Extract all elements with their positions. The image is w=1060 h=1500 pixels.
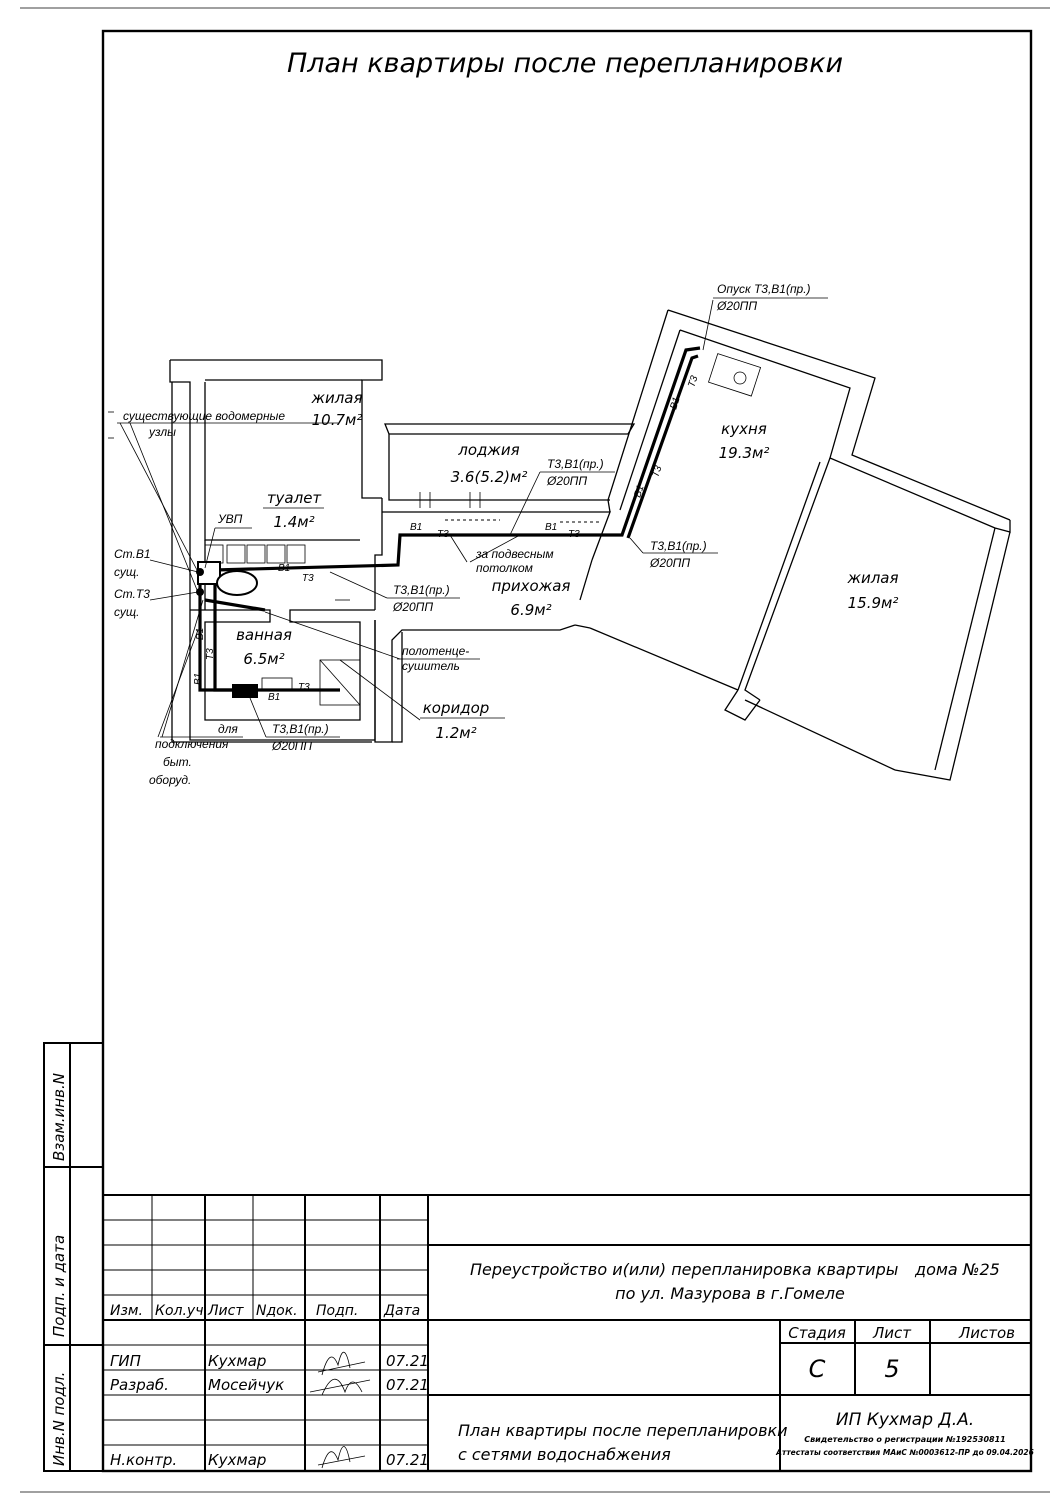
row-name: Кухмар <box>208 1451 267 1469</box>
row-name: Мосейчук <box>208 1376 285 1394</box>
annotation-meters-2: узлы <box>149 425 176 439</box>
pipe-tag-b1: В1 <box>193 672 204 685</box>
sheet-header: Лист <box>872 1324 912 1342</box>
room-area: 6.5м² <box>243 650 285 668</box>
pipe-tag-b1: В1 <box>632 483 647 499</box>
annotation-bath-pipe-dia: Ø20ПП <box>272 739 313 753</box>
pipe-tag-b1: В1 <box>545 522 558 533</box>
header-date: Дата <box>384 1303 421 1319</box>
annotation-ceiling: за подвесным <box>476 547 554 561</box>
row-role: ГИП <box>110 1352 141 1370</box>
header-podp: Подп. <box>316 1303 359 1319</box>
row-date: 07.21 <box>386 1352 429 1370</box>
room-name: жилая <box>847 569 899 587</box>
annotation-kitchen-pipe-dia: Ø20ПП <box>650 556 691 570</box>
room-area: 6.9м² <box>510 601 552 619</box>
stamp-replace-inv: Взам.инв.N <box>50 1073 68 1161</box>
title-block <box>103 1195 1034 1471</box>
floor-plan <box>108 282 1010 787</box>
annotation-towel: полотенце- <box>402 644 470 658</box>
signature-nkontr <box>318 1446 365 1468</box>
walls-right-block <box>580 310 1010 780</box>
drawing-frame <box>103 31 1031 1471</box>
signature-gip <box>318 1352 365 1375</box>
project-line-2: по ул. Мазурова в г.Гомеле <box>615 1284 845 1303</box>
pipe-tag-t3: Т3 <box>298 682 310 693</box>
annotation-equipment-2: подключения <box>155 737 229 751</box>
pipe-tag-b1: В1 <box>668 395 683 411</box>
signature-razrab <box>310 1379 370 1395</box>
room-area: 1.4м² <box>273 513 315 531</box>
annotation-st-t3-2: сущ. <box>114 605 140 619</box>
stamp-sign-date: Подп. и дата <box>50 1234 68 1337</box>
room-area: 15.9м² <box>847 594 899 612</box>
room-name: коридор <box>422 699 490 717</box>
annotation-ceiling-2: потолком <box>476 561 533 575</box>
project-house: дома №25 <box>915 1260 1000 1279</box>
annotation-loggia-pipe-dia: Ø20ПП <box>547 474 588 488</box>
org-cert: Свидетельство о регистрации №192530811 <box>804 1435 1006 1444</box>
annotation-hall-pipe-dia: Ø20ПП <box>393 600 434 614</box>
annotation-equipment: для <box>218 722 238 736</box>
annotation-st-b1: Ст.В1 <box>114 547 151 561</box>
pipe-tag-t3: Т3 <box>650 464 665 479</box>
drawing-title-1: План квартиры после перепланировки <box>458 1421 788 1440</box>
row-date: 07.21 <box>386 1376 429 1394</box>
pipe-tag-b1: В1 <box>278 563 291 574</box>
room-name: лоджия <box>458 441 520 459</box>
annotation-riser-top-dia: Ø20ПП <box>717 299 758 313</box>
row-date: 07.21 <box>386 1451 429 1469</box>
pipe-tag-b1: В1 <box>195 627 206 640</box>
annotation-equipment-3: быт. <box>163 755 192 769</box>
annotation-hall-pipe: Т3,В1(пр.) <box>393 583 450 597</box>
row-name: Кухмар <box>208 1352 267 1370</box>
room-area: 1.2м² <box>435 724 477 742</box>
header-kol: Кол.уч. <box>155 1303 208 1319</box>
stamp-original-inv: Инв.N подл. <box>50 1371 68 1466</box>
room-name: туалет <box>266 489 322 507</box>
pipe-tag-t3: Т3 <box>205 648 216 660</box>
room-area: 3.6(5.2)м² <box>450 468 528 486</box>
row-role: Н.контр. <box>110 1451 178 1469</box>
stage-header: Стадия <box>788 1324 846 1342</box>
annotation-riser-top: Опуск Т3,В1(пр.) <box>717 282 811 296</box>
drawing-title: План квартиры после перепланировки <box>286 48 844 79</box>
annotation-kitchen-pipe: Т3,В1(пр.) <box>650 539 707 553</box>
annotation-loggia-pipe: Т3,В1(пр.) <box>547 457 604 471</box>
room-area: 10.7м² <box>311 411 363 429</box>
annotation-st-t3: Ст.Т3 <box>114 587 150 601</box>
annotation-bath-pipe: Т3,В1(пр.) <box>272 722 329 736</box>
room-name: ванная <box>236 626 292 644</box>
drawing-title-2: с сетями водоснабжения <box>458 1445 671 1464</box>
pipe-tag-b1: В1 <box>410 522 423 533</box>
room-area: 19.3м² <box>718 444 770 462</box>
room-name: кухня <box>721 420 767 438</box>
pipe-tag-t3: Т3 <box>686 374 701 389</box>
annotation-meters: существующие водомерные <box>123 409 286 423</box>
sheets-header: Листов <box>958 1324 1016 1342</box>
room-name: прихожая <box>491 577 571 595</box>
stage-value: С <box>808 1355 826 1383</box>
pipe-tag-t3: Т3 <box>302 573 314 584</box>
header-izm: Изм. <box>110 1303 143 1319</box>
side-stamp <box>44 1043 103 1471</box>
sheet-value: 5 <box>884 1355 900 1383</box>
project-line-1: Переустройство и(или) перепланировка квартиры <box>470 1260 899 1279</box>
header-list: Лист <box>208 1303 244 1319</box>
pipe-tag-t3: Т3 <box>437 529 449 540</box>
header-ndok: Nдок. <box>256 1303 298 1319</box>
org-attest: Аттестаты соответствия МАиС №0003612-ПР до 09.04.2026 <box>776 1448 1034 1457</box>
annotation-equipment-4: оборуд. <box>149 773 192 787</box>
room-name: жилая <box>311 389 363 407</box>
pipe-tag-b1: В1 <box>268 692 281 703</box>
pipe-dash-marks <box>445 520 600 522</box>
org-name: ИП Кухмар Д.А. <box>835 1410 975 1430</box>
annotation-st-b1-2: сущ. <box>114 565 140 579</box>
row-role: Разраб. <box>110 1376 169 1394</box>
pipe-tag-t3: Т3 <box>568 529 580 540</box>
annotation-uvp: УВП <box>218 512 243 526</box>
annotation-towel-2: сушитель <box>402 659 460 673</box>
